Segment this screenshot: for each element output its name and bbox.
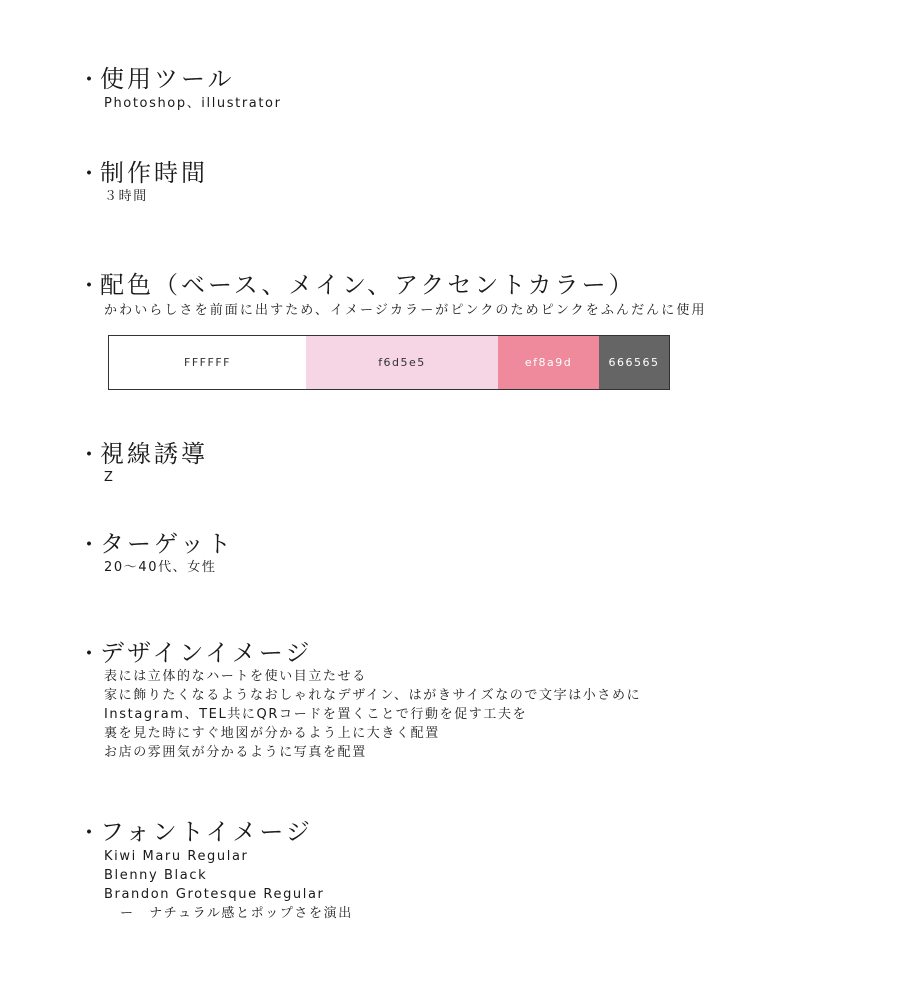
font-line: ー ナチュラル感とポップさを演出	[120, 906, 353, 921]
bullet: ・	[78, 533, 101, 558]
bullet: ・	[78, 443, 101, 468]
bullet: ・	[78, 274, 101, 299]
section-target-heading	[78, 531, 234, 559]
font-line: Brandon Grotesque Regular	[104, 887, 325, 902]
font-line: Blenny Black	[104, 868, 208, 883]
target-line: 20〜40代、女性	[104, 560, 217, 575]
section-time-heading	[78, 160, 208, 188]
time-heading-text: 制作時間	[100, 159, 208, 187]
tools-line: Photoshop、illustrator	[104, 96, 282, 111]
design-line: 家に飾りたくなるようなおしゃれなデザイン、はがきサイズなので文字は小さめに	[104, 688, 642, 703]
colors-line: かわいらしさを前面に出すため、イメージカラーがピンクのためピンクをふんだんに使用	[104, 303, 707, 318]
bullet: ・	[78, 642, 101, 667]
font-line: Kiwi Maru Regular	[104, 849, 249, 864]
gaze-heading-text: 視線誘導	[100, 440, 208, 468]
swatch-pink	[498, 336, 599, 389]
tools-heading-text: 使用ツール	[100, 65, 235, 93]
gaze-line: Z	[104, 470, 115, 485]
section-gaze-heading	[78, 441, 208, 469]
section-font-heading	[78, 819, 313, 847]
colors-heading-text: 配色（ベース、メイン、アクセントカラー）	[100, 271, 636, 299]
section-colors-heading	[78, 272, 636, 300]
design-line: Instagram、TEL共にQRコードを置くことで行動を促す工夫を	[104, 707, 528, 722]
section-tools-heading	[78, 66, 235, 94]
font-heading-text: フォントイメージ	[100, 818, 313, 846]
color-palette	[108, 335, 670, 390]
swatch-gray	[599, 336, 669, 389]
swatch-white	[109, 336, 306, 389]
swatch-light-pink	[306, 336, 498, 389]
swatch-label: ef8a9d	[524, 356, 573, 369]
target-heading-text: ターゲット	[100, 530, 235, 558]
swatch-label: f6d5e5	[378, 356, 426, 369]
design-line: お店の雰囲気が分かるように写真を配置	[104, 745, 367, 760]
swatch-label: 666565	[608, 356, 660, 369]
time-line: ３時間	[104, 189, 148, 204]
design-line: 表には立体的なハートを使い目立たせる	[104, 669, 367, 684]
bullet: ・	[78, 68, 101, 93]
bullet: ・	[78, 821, 101, 846]
section-design-heading	[78, 640, 312, 668]
design-heading-text: デザインイメージ	[100, 639, 313, 667]
swatch-label: FFFFFF	[184, 356, 231, 369]
design-line: 裏を見た時にすぐ地図が分かるよう上に大きく配置	[104, 726, 440, 741]
bullet: ・	[78, 162, 101, 187]
